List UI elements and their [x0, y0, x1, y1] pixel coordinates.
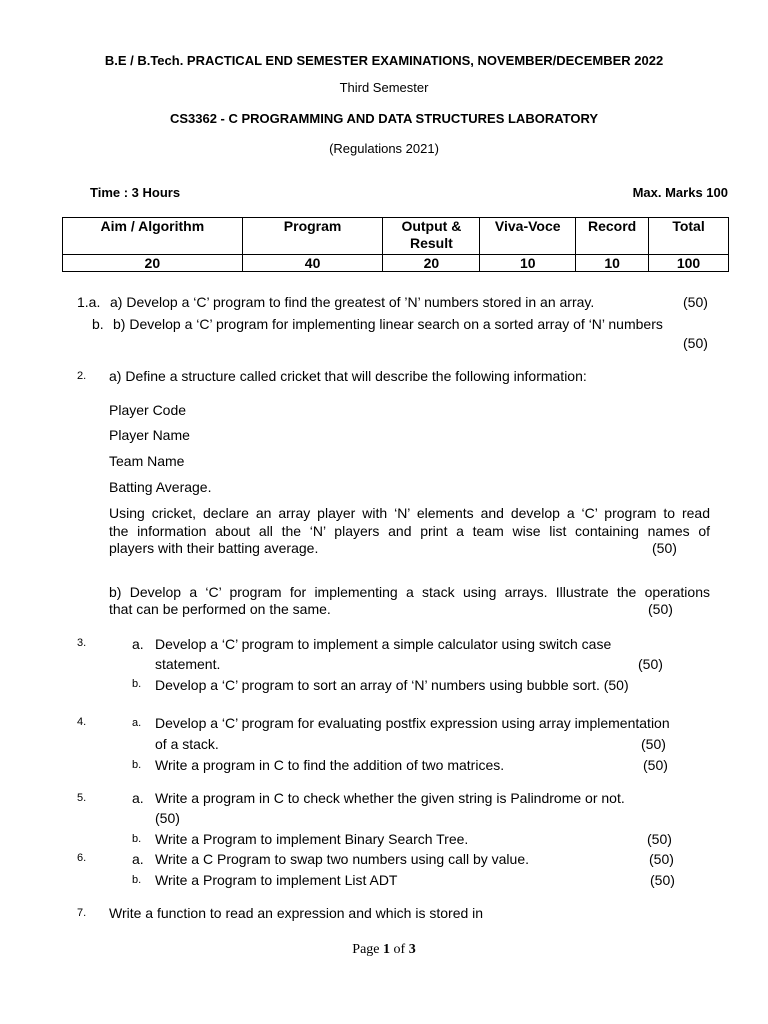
exam-title: B.E / B.Tech. PRACTICAL END SEMESTER EXAMINATIONS, NOVEMBER/DECEMBER 2022: [104, 53, 664, 68]
q2-number: 2.: [77, 370, 87, 382]
q4a-label: a.: [132, 717, 142, 729]
q5b-text: Write a Program to implement Binary Search Tree.: [155, 831, 469, 847]
q5b-label: b.: [132, 833, 142, 845]
q2-field-team-name: Team Name: [109, 453, 185, 469]
value-record: 10: [576, 255, 649, 272]
q2b-line2: that can be performed on the same.: [109, 601, 331, 617]
q2b-marks: (50): [648, 601, 673, 617]
q4a-line1: Develop a ‘C’ program for evaluating postfix expression using array implementation: [155, 715, 670, 731]
q1a-text: a) Develop a ‘C’ program to find the greatest of ’N’ numbers stored in an array.: [110, 294, 595, 310]
of-word: of: [393, 942, 406, 957]
q2-field-player-code: Player Code: [109, 402, 187, 418]
marks-table-value-row: [63, 255, 729, 272]
q7-number: 7.: [77, 907, 87, 919]
q5b-marks: (50): [647, 831, 672, 847]
q6a-label: a.: [132, 851, 144, 867]
q2b-line1: b) Develop a ‘C’ program for implementing a stack using arrays. Illustrate the operations: [109, 584, 710, 600]
value-total: 100: [649, 255, 729, 272]
value-aim-algorithm: 20: [63, 255, 243, 272]
value-viva-voce: 10: [480, 255, 576, 272]
q6b-label: b.: [132, 874, 142, 886]
q4b-text: Write a program in C to find the addition of two matrices.: [155, 757, 505, 773]
header-program: Program: [242, 218, 383, 255]
q5-number: 5.: [77, 792, 87, 804]
marks-table: [62, 217, 729, 272]
q6b-text: Write a Program to implement List ADT: [155, 872, 398, 888]
q4a-line2: of a stack.: [155, 736, 219, 752]
q2-para-line2: the information about all the ‘N’ players and print a team wise list containing names of: [109, 523, 710, 539]
q1a-marks: (50): [683, 294, 708, 310]
q4b-marks: (50): [643, 757, 668, 773]
q3-number: 3.: [77, 637, 87, 649]
q5a-line1: Write a program in C to check whether the given string is Palindrome or not.: [155, 790, 625, 806]
q4a-marks: (50): [641, 736, 666, 752]
max-marks-label: Max. Marks 100: [632, 185, 728, 200]
q3a-marks: (50): [638, 656, 663, 672]
q1b-text: b) Develop a ‘C’ program for implementing linear search on a sorted array of ‘N’ numbers: [113, 316, 663, 332]
q6b-marks: (50): [650, 872, 675, 888]
semester-label: Third Semester: [339, 80, 429, 95]
header-total: Total: [649, 218, 729, 255]
q2-para-line3: players with their batting average.: [109, 540, 319, 556]
q7-text: Write a function to read an expression and which is stored in: [109, 905, 484, 921]
q3b-text: Develop a ‘C’ program to sort an array of ‘N’ numbers using bubble sort. (50): [155, 677, 629, 693]
header-result-line: Result: [410, 235, 453, 251]
time-label: Time : 3 Hours: [90, 185, 181, 200]
q1b-number: b.: [92, 316, 104, 332]
regulations-label: (Regulations 2021): [329, 141, 439, 156]
q6-number: 6.: [77, 852, 87, 864]
q1-number: 1.a.: [77, 294, 101, 310]
q6a-marks: (50): [649, 851, 674, 867]
q5a-label: a.: [132, 790, 144, 806]
q2a-marks: (50): [652, 540, 677, 556]
q3a-label: a.: [132, 636, 144, 652]
q6a-text: Write a C Program to swap two numbers using call by value.: [155, 851, 530, 867]
header-aim-algorithm: Aim / Algorithm: [63, 218, 243, 255]
marks-table-header-row: [63, 218, 729, 255]
header-viva-voce: Viva-Voce: [480, 218, 576, 255]
q3b-label: b.: [132, 678, 142, 690]
current-page-number: 1: [383, 942, 391, 957]
q2-para-line1: Using cricket, declare an array player with ‘N’ elements and develop a ‘C’ program to read: [109, 505, 710, 521]
header-output-line: Output &: [401, 218, 462, 234]
q2-field-player-name: Player Name: [109, 427, 190, 443]
value-program: 40: [242, 255, 383, 272]
q4-number: 4.: [77, 716, 87, 728]
q2a-text: a) Define a structure called cricket that will describe the following information:: [109, 368, 587, 384]
value-output-result: 20: [383, 255, 480, 272]
q5a-marks: (50): [155, 810, 180, 826]
q3a-line2: statement.: [155, 656, 221, 672]
q2-field-batting-average: Batting Average.: [109, 479, 212, 495]
page-word: Page: [352, 942, 380, 957]
q1b-marks: (50): [683, 335, 708, 351]
course-title: CS3362 - C PROGRAMMING AND DATA STRUCTURES LABORATORY: [169, 111, 599, 126]
q4b-label: b.: [132, 759, 142, 771]
q3a-line1: Develop a ‘C’ program to implement a simple calculator using switch case: [155, 636, 612, 652]
total-pages-number: 3: [408, 942, 416, 957]
page-footer: [0, 942, 768, 958]
header-record: Record: [576, 218, 649, 255]
header-output-result: [383, 218, 480, 255]
